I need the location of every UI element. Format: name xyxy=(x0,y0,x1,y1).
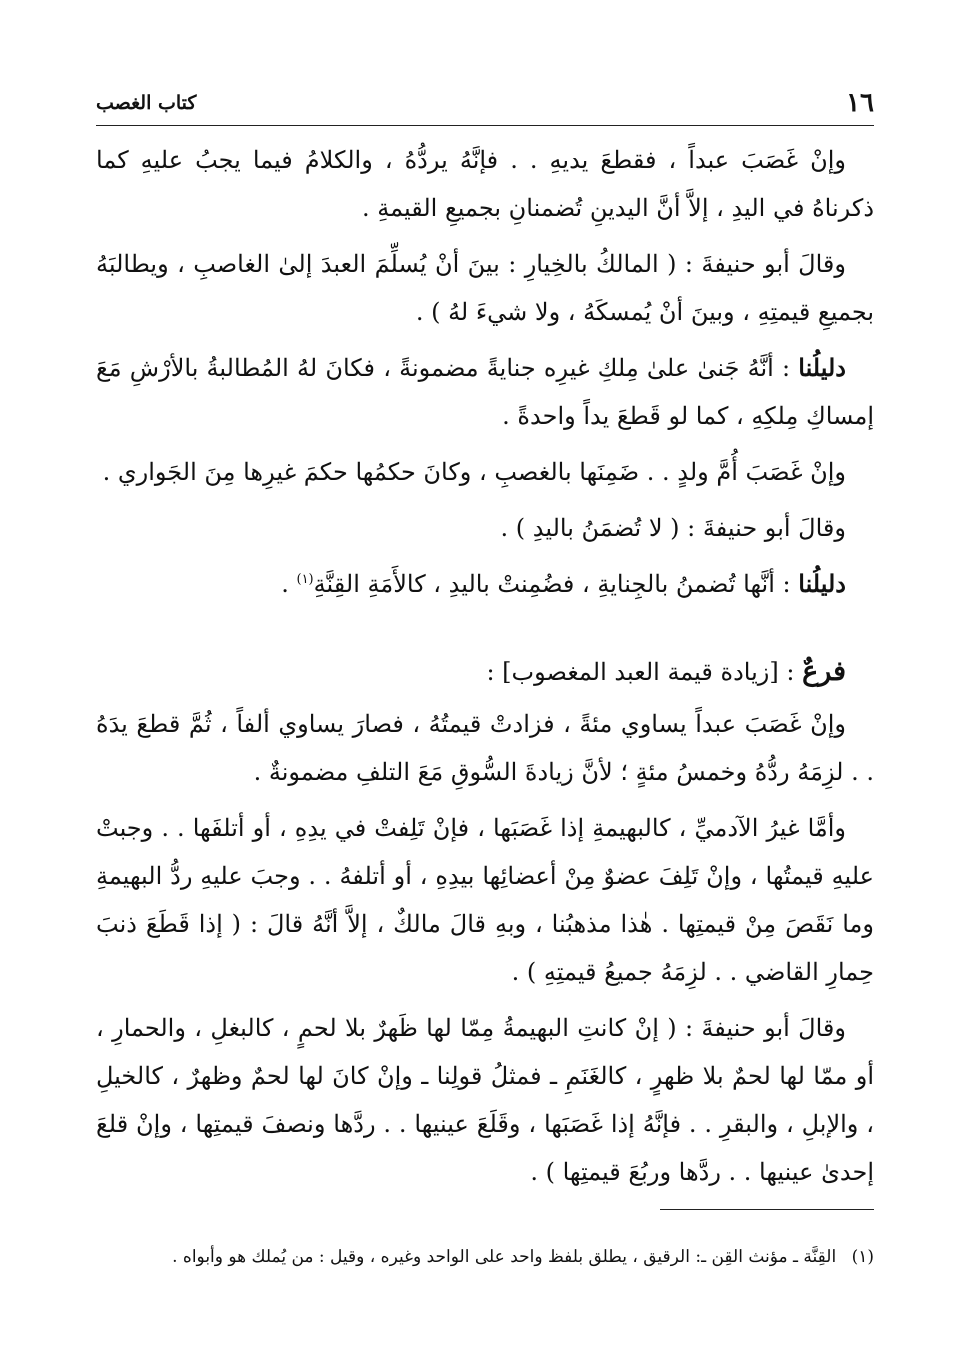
paragraph xyxy=(96,560,874,608)
paragraph-text: : أنَّهُ جَنىٰ علىٰ مِلكِ غيرِه جنايةً مضمونةً ، فكانَ لهُ المُطالبةُ بالأرْشِ مَعَ إمساكِ مِلكِهِ ، كما لو قَطعَ يداً واحدةً . xyxy=(96,354,874,430)
branch-label: فرعٌ xyxy=(802,656,846,687)
footnote-reference: (١) xyxy=(296,572,314,587)
paragraph-end: . xyxy=(281,570,297,598)
paragraph: وقالَ أبو حنيفةَ : ( لا تُضمَنُ باليدِ ) . xyxy=(500,514,846,542)
paragraph xyxy=(96,344,874,440)
paragraph: وأمَّا غيرُ الآدميِّ ، كالبهيمةِ إذا غَصَبَها ، فإنْ تَلِفتْ في يدِهِ ، أو أتلفَها . . وجبتْ عليهِ قيمتُها ، وإنْ تَلِفَ عضوٌ مِنْ أعضائِها بيدِهِ ، أو أتلفهُ . . وجبَ عليهِ ردُّ البهيمةِ وما نَقَصَ مِنْ قيمتِها . هٰذا مذهبُنا ، وبهِ قالَ مالكٌ ، إلاَّ أنَّهُ قالَ : ( إذا قَطَعَ ذنبَ حِمارِ القاضي . . لزِمَهُ جميعُ قيمتِهِ ) . xyxy=(96,814,875,986)
paragraph: وإنْ غَصَبَ عبداً يساوي مئةً ، فزادتْ قيمتُهُ ، فصارَ يساوي ألفاً ، ثُمَّ قطعَ يدَهُ . . لزِمَهُ ردُّهُ وخمسُ مئةٍ ؛ لأنَّ زيادةَ السُّوقِ مَعَ التلفِ مضمونةٌ . xyxy=(96,710,874,786)
paragraph-text: : أنَّها تُضمنُ بالجِنايةِ ، فضُمِنتْ باليدِ ، كالأَمَةِ القِنَّةِ xyxy=(313,570,799,598)
section-heading xyxy=(96,648,874,696)
paragraph: وقالَ أبو حنيفةَ : ( المالكُ بالخِيارِ : بينَ أنْ يُسلِّمَ العبدَ إلىٰ الغاصبِ ، ويطالبَهُ بجميعِ قيمتِهِ ، وبينَ أنْ يُمسكَهُ ، ولا شيءَ لهُ ) . xyxy=(96,250,874,326)
footnote xyxy=(96,1240,874,1274)
page-header xyxy=(96,88,874,126)
footnote-number: (١) xyxy=(851,1247,874,1267)
evidence-label: دليلُنا xyxy=(798,569,846,598)
footnote-text: القِنَّة ـ مؤنث القِن ـ: الرقيق ، يطلق بلفظ واحد على الواحد وغيره ، وقيل : من يُملك هو وأبواه . xyxy=(172,1247,837,1267)
page-number: ١٦ xyxy=(846,88,874,118)
branch-title: : [زيادة قيمة العبد المغصوب] : xyxy=(486,658,803,686)
paragraph: وإنْ غَصَبَ عبداً ، فقطعَ يديهِ . . فإنَّهُ يردُّهُ ، والكلامُ فيما يجبُ عليهِ كما ذكرناهُ في اليدِ ، إلاَّ أنَّ اليدينِ تُضمنانِ بجميعِ القيمةِ . xyxy=(96,146,874,222)
evidence-label: دليلُنا xyxy=(798,353,846,382)
paragraph: وقالَ أبو حنيفةَ : ( إنْ كانتِ البهيمةُ مِمّا لها ظَهرٌ بلا لحمٍ ، كالبغلِ ، والحمارِ ، أو ممّا لها لحمٌ بلا ظهرٍ ، كالغَنَمِ ـ فمثلُ قولِنا ـ وإنْ كانَ لها لحمٌ وظهرٌ ، كالخيلِ ، والإبلِ ، والبقرِ . . فإنَّهُ إذا غَصَبَها ، وقَلَعَ عينيها . . ردَّها ونصفَ قيمتِها ، وإنْ قلعَ إحدىٰ عينيها . . ردَّها وربُعَ قيمتِها ) . xyxy=(96,1014,874,1186)
running-title: كتاب الغصب xyxy=(96,92,197,114)
footnote-divider xyxy=(660,1209,874,1210)
paragraph: وإنْ غَصَبَ أُمَّ ولدٍ . . ضَمِنَها بالغصبِ ، وكانَ حكمُها حكمَ غيرِها مِنَ الجَواري . xyxy=(102,458,846,486)
main-text xyxy=(96,136,874,1204)
